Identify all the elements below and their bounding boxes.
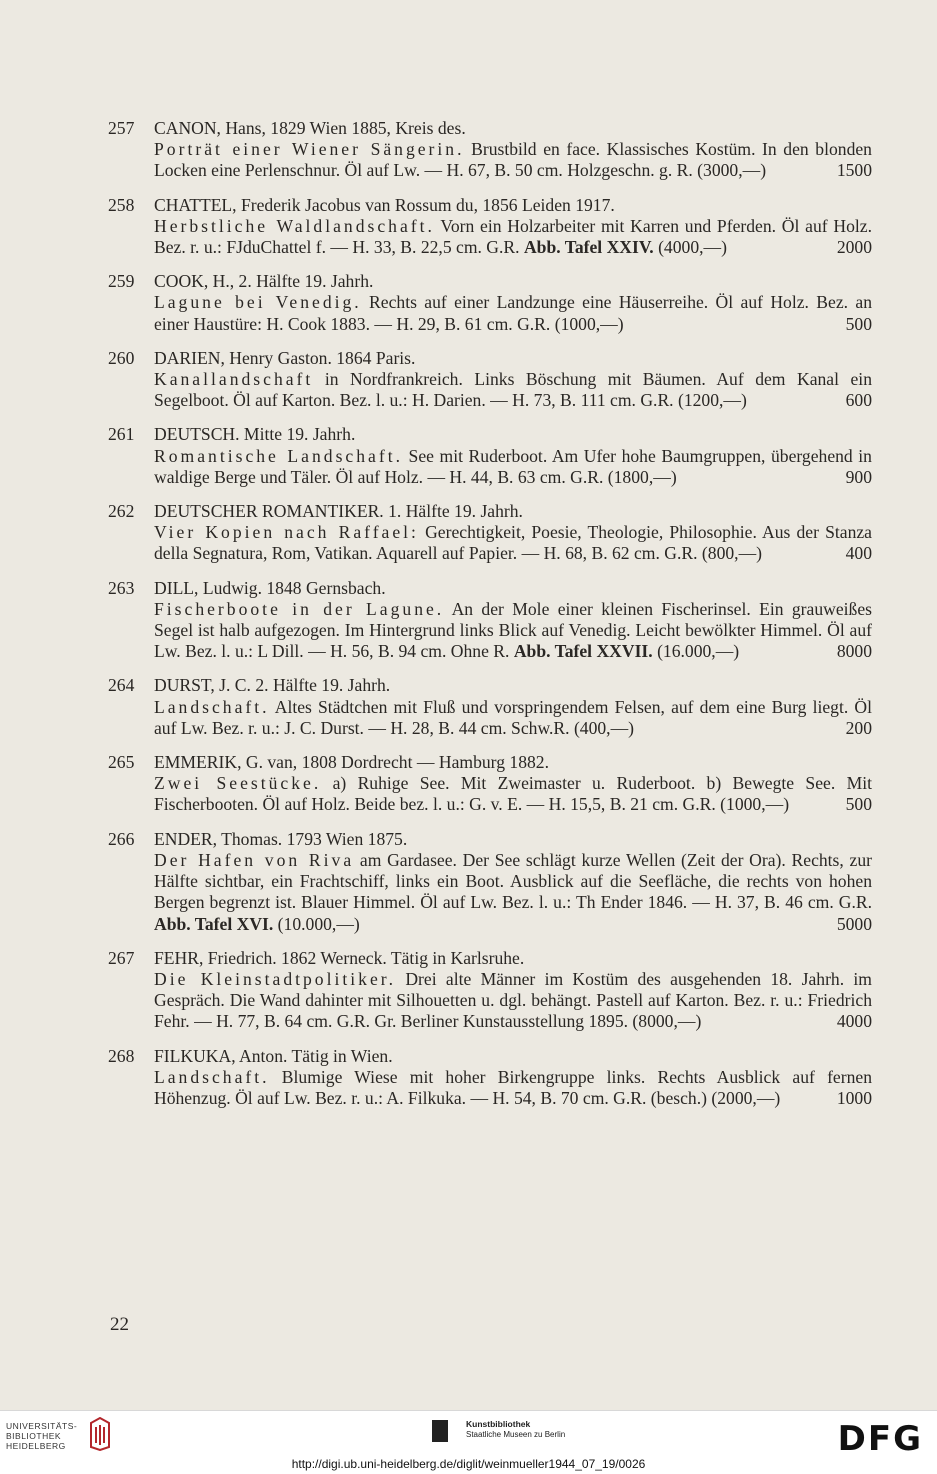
entry-description	[154, 522, 872, 564]
artwork-title: Porträt einer Wiener Sängerin.	[154, 139, 465, 160]
artwork-description: Gerechtigkeit, Poesie, Theologie, Philosophie. Aus der Stanza della Segnatura, Rom, Vatikan. Aquarell auf Papier. — H. 68, B. 62 cm. G.R. (800,—)	[154, 522, 872, 564]
limit-price: 900	[845, 466, 872, 487]
estimate: (4000,—)	[653, 237, 727, 258]
catalog-entry	[108, 501, 872, 565]
entry-body	[154, 195, 872, 259]
catalog-entry	[108, 348, 872, 412]
catalog-entries	[108, 118, 872, 1122]
dfg-logo: DFG	[837, 1419, 923, 1459]
lot-number: 260	[108, 347, 135, 368]
limit-price: 2000	[836, 237, 872, 258]
artwork-title: Landschaft.	[154, 696, 270, 717]
artist-heading: EMMERIK, G. van, 1808 Dordrecht — Hamburg 1882.	[154, 752, 549, 773]
entry-description	[154, 292, 872, 334]
entry-body	[154, 271, 872, 335]
catalog-entry	[108, 829, 872, 935]
artist-heading: DEUTSCH. Mitte 19. Jahrh.	[154, 424, 356, 445]
lot-number: 259	[108, 271, 135, 292]
artwork-description: Altes Städtchen mit Fluß und vorspringendem Felsen, auf dem eine Burg liegt. Öl auf Lw. Bez. r. u.: J. C. Durst. — H. 28, B. 44 cm. Schw.R. (400,—)	[154, 696, 872, 738]
limit-price: 8000	[836, 641, 872, 662]
catalog-entry	[108, 675, 872, 739]
entry-body	[154, 348, 872, 412]
university-logo-icon	[88, 1417, 112, 1451]
lot-number: 258	[108, 194, 135, 215]
entry-body	[154, 1046, 872, 1110]
lot-number: 262	[108, 501, 135, 522]
artist-heading: DARIEN, Henry Gaston. 1864 Paris.	[154, 347, 416, 368]
kunstbibliothek-label	[466, 1419, 565, 1440]
entry-description	[154, 216, 872, 258]
entry-description	[154, 599, 872, 663]
lot-number: 264	[108, 675, 135, 696]
artwork-title: Vier Kopien nach Raffael:	[154, 522, 419, 543]
artwork-title: Landschaft.	[154, 1066, 270, 1087]
entry-body	[154, 752, 872, 816]
catalog-entry	[108, 195, 872, 259]
entry-description	[154, 1067, 872, 1109]
artwork-title: Herbstliche Waldlandschaft.	[154, 215, 435, 236]
lot-number: 261	[108, 424, 135, 445]
artwork-title: Der Hafen von Riva	[154, 849, 355, 870]
lot-number: 257	[108, 118, 135, 138]
artist-heading: COOK, H., 2. Hälfte 19. Jahrh.	[154, 271, 374, 292]
entry-description	[154, 773, 872, 815]
lot-number: 263	[108, 577, 135, 598]
entry-description	[154, 697, 872, 739]
entry-body	[154, 675, 872, 739]
artist-heading: DURST, J. C. 2. Hälfte 19. Jahrh.	[154, 675, 391, 696]
artist-heading: DILL, Ludwig. 1848 Gernsbach.	[154, 577, 386, 598]
limit-price: 1500	[836, 160, 872, 181]
entry-body	[154, 118, 872, 182]
lot-number: 265	[108, 752, 135, 773]
lot-number: 267	[108, 947, 135, 968]
entry-body	[154, 578, 872, 663]
artwork-description: An der Mole einer kleinen Fischerinsel. Ein grauweißes Segel ist halb aufgezogen. Im Hintergrund links Blick auf Venedig. Leicht bewölkter Himmel. Öl auf Lw. Bez. l. u.: L Dill. — H. 56, B. 94 cm. Ohne R.	[154, 598, 872, 662]
catalog-entry	[108, 118, 872, 182]
plate-reference: Abb. Tafel XXVII.	[513, 641, 653, 662]
artwork-title: Kanallandschaft	[154, 369, 314, 390]
artist-heading: CHATTEL, Frederik Jacobus van Rossum du, 1856 Leiden 1917.	[154, 194, 615, 215]
source-url-link[interactable]: http://digi.ub.uni-heidelberg.de/diglit/weinmueller1944_07_19/0026	[291, 1457, 646, 1471]
page-number: 22	[110, 1314, 129, 1335]
artwork-description: Drei alte Männer im Kostüm des ausgehenden 18. Jahrh. im Gespräch. Die Wand dahinter mit Silhouetten u. dgl. behängt. Pastell auf Karton. Bez. r. u.: Friedrich Fehr. — H. 77, B. 64 cm. G.R. Gr. Berliner Kunstausstellung 1895. (8000,—)	[154, 968, 872, 1032]
limit-price: 400	[845, 543, 872, 564]
catalog-entry	[108, 271, 872, 335]
entry-description	[154, 850, 872, 935]
limit-price: 500	[845, 313, 872, 334]
artwork-title: Die Kleinstadtpolitiker.	[154, 968, 397, 989]
limit-price: 5000	[836, 913, 872, 934]
entry-body	[154, 501, 872, 565]
catalog-entry	[108, 948, 872, 1033]
artwork-title: Romantische Landschaft.	[154, 445, 403, 466]
entry-body	[154, 948, 872, 1033]
entry-description	[154, 139, 872, 181]
artwork-title: Fischerboote in der Lagune.	[154, 598, 445, 619]
limit-price: 1000	[836, 1087, 872, 1108]
entry-description	[154, 446, 872, 488]
artwork-title: Zwei Seestücke.	[154, 773, 322, 794]
lot-number: 266	[108, 828, 135, 849]
artwork-description: Blumige Wiese mit hoher Birkengruppe links. Rechts Ausblick auf fernen Höhenzug. Öl auf Lw. Bez. r. u.: A. Filkuka. — H. 54, B. 70 cm. G.R. (besch.) (2000,—)	[154, 1066, 872, 1108]
university-library-label	[6, 1421, 77, 1451]
artist-heading: FEHR, Friedrich. 1862 Werneck. Tätig in Karlsruhe.	[154, 947, 525, 968]
artist-heading: CANON, Hans, 1829 Wien 1885, Kreis des.	[154, 118, 466, 138]
limit-price: 600	[845, 390, 872, 411]
uni-line1: UNIVERSITÄTS-	[6, 1421, 78, 1431]
artist-heading: ENDER, Thomas. 1793 Wien 1875.	[154, 828, 408, 849]
artwork-description: a) Ruhige See. Mit Zweimaster u. Ruderboot. b) Bewegte See. Mit Fischerbooten. Öl auf Holz. Beide bez. l. u.: G. v. E. — H. 15,5, B. 21 cm. G.R. (1000,—)	[154, 773, 872, 815]
artwork-description: See mit Ruderboot. Am Ufer hohe Baumgruppen, übergehend in waldige Berge und Täler. Öl auf Holz. — H. 44, B. 63 cm. G.R. (1800,—)	[154, 445, 872, 487]
artwork-description: Brustbild en face. Klassisches Kostüm. In den blonden Locken eine Perlenschnur. Öl auf Lw. — H. 67, B. 50 cm. Holzgeschn. g. R. (3000,—)	[154, 139, 872, 181]
uni-line3: HEIDELBERG	[6, 1441, 66, 1451]
kunstbibliothek-logo-icon	[432, 1420, 448, 1442]
estimate: (16.000,—)	[652, 641, 740, 662]
kb-subtitle: Staatliche Museen zu Berlin	[466, 1430, 566, 1439]
artwork-description: in Nordfrankreich. Links Böschung mit Bäumen. Auf dem Kanal ein Segelboot. Öl auf Karton. Bez. l. u.: H. Darien. — H. 73, B. 111 cm. G.R. (1200,—)	[154, 369, 872, 411]
entry-description	[154, 969, 872, 1033]
lot-number: 268	[108, 1045, 135, 1066]
catalog-entry	[108, 1046, 872, 1110]
entry-body	[154, 424, 872, 488]
artist-heading: DEUTSCHER ROMANTIKER. 1. Hälfte 19. Jahrh.	[154, 501, 523, 522]
catalog-entry	[108, 578, 872, 663]
catalog-entry	[108, 752, 872, 816]
artwork-title: Lagune bei Venedig.	[154, 292, 362, 313]
limit-price: 4000	[836, 1011, 872, 1032]
kb-title: Kunstbibliothek	[466, 1419, 531, 1429]
plate-reference: Abb. Tafel XVI.	[154, 913, 274, 934]
artist-heading: FILKUKA, Anton. Tätig in Wien.	[154, 1045, 393, 1066]
footer-bar	[0, 1410, 937, 1474]
entry-description	[154, 369, 872, 411]
artwork-description: Vorn ein Holzarbeiter mit Karren und Pferden. Öl auf Holz. Bez. r. u.: FJduChattel f. — H. 33, B. 22,5 cm. G.R.	[154, 215, 872, 258]
uni-line2: BIBLIOTHEK	[6, 1431, 62, 1441]
entry-body	[154, 829, 872, 935]
limit-price: 200	[845, 717, 872, 738]
catalog-entry	[108, 424, 872, 488]
estimate: (10.000,—)	[273, 913, 360, 934]
limit-price: 500	[845, 794, 872, 815]
artwork-description: am Gardasee. Der See schlägt kurze Wellen (Zeit der Ora). Rechts, zur Hälfte sichtbar, ein Frachtschiff, links ein Boot. Ausblick auf die Seefläche, die rechts von hohen Bergen begrenzt ist. Blauer Himmel. Öl auf Lw. Bez. l. u.: Th Ender 1846. — H. 37, B. 46 cm. G.R.	[154, 849, 872, 913]
plate-reference: Abb. Tafel XXIV.	[523, 237, 654, 258]
artwork-description: Rechts auf einer Landzunge eine Häuserreihe. Öl auf Holz. Bez. an einer Haustüre: H. Cook 1883. — H. 29, B. 61 cm. G.R. (1000,—)	[154, 292, 872, 334]
